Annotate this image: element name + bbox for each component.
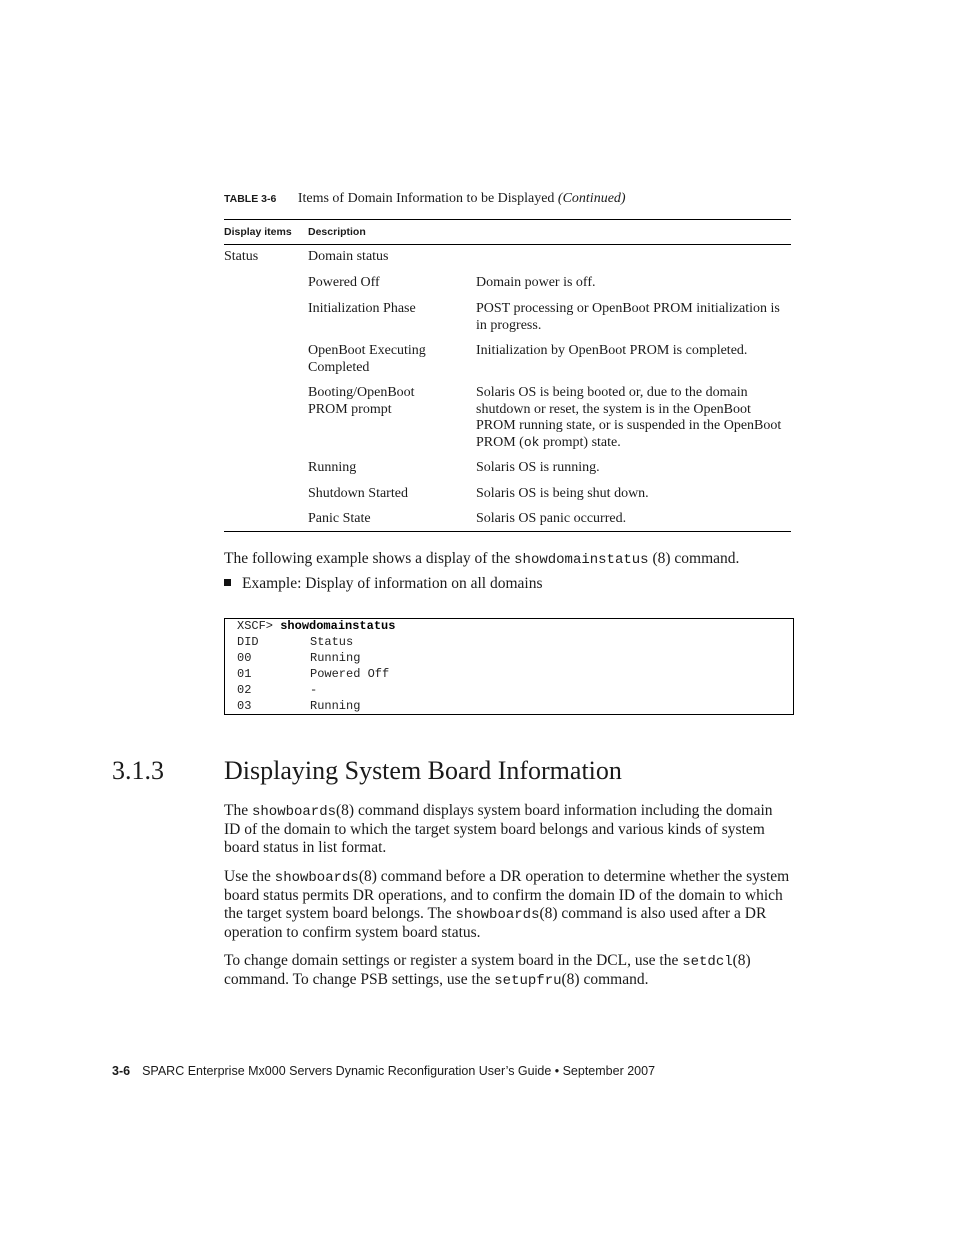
inline-code: showboards	[455, 907, 540, 923]
table-row-desc: POST processing or OpenBoot PROM initialization is in progress.	[476, 301, 780, 333]
inline-code: showdomainstatus	[514, 552, 649, 568]
para-text: (8) command.	[561, 971, 649, 988]
bullet-text: Example: Display of information on all domains	[242, 575, 543, 592]
table-row-desc	[476, 385, 786, 451]
paragraph-2	[224, 868, 792, 942]
table-row-state: Initialization Phase	[308, 301, 416, 316]
para-text: Use the	[224, 868, 275, 885]
paragraph-3	[224, 952, 796, 990]
code-block	[224, 618, 794, 715]
table-row-desc: Solaris OS is being shut down.	[476, 486, 649, 501]
code-col-status: Running	[310, 651, 361, 665]
paragraph-1	[224, 802, 784, 857]
para-text: (8) command. To change PSB settings, use the	[224, 952, 751, 988]
inline-code: setdcl	[682, 954, 733, 970]
table-row-desc: Solaris OS is running.	[476, 460, 600, 475]
page-footer	[112, 1064, 655, 1078]
inline-code: setupfru	[494, 973, 562, 989]
table-row-state: OpenBoot Executing Completed	[308, 343, 426, 375]
code-col-did: DID	[237, 635, 259, 649]
table-row-state: Booting/OpenBoot PROM prompt	[308, 385, 415, 417]
table-row-state: Panic State	[308, 511, 371, 526]
page-number: 3-6	[112, 1064, 131, 1078]
code-line	[237, 667, 390, 681]
section-number: 3.1.3	[112, 756, 164, 785]
desc-text: prompt) state.	[539, 434, 621, 450]
para-text: (8) command is also used after a DR operation to confirm system board status.	[224, 905, 767, 941]
para-text: To change domain settings or register a system board in the DCL, use the	[224, 952, 683, 969]
code-line	[237, 635, 354, 649]
code-col-did: 01	[237, 667, 252, 681]
inline-code: showboards	[251, 804, 336, 820]
bullet-item	[224, 575, 542, 593]
example-intro	[224, 550, 799, 569]
code-line	[237, 683, 318, 697]
code-line	[237, 699, 361, 713]
inline-code: showboards	[274, 870, 359, 886]
table-row-desc: Initialization by OpenBoot PROM is completed.	[476, 343, 748, 358]
table-row-desc: Solaris OS panic occurred.	[476, 511, 627, 526]
table-bottom-rule	[224, 531, 791, 532]
table-row-desc: Domain power is off.	[476, 275, 596, 290]
code-col-did: 00	[237, 651, 252, 665]
table-label: TABLE 3-6	[224, 193, 277, 205]
code-line	[237, 651, 361, 665]
section-title: Displaying System Board Information	[224, 756, 622, 785]
desc-text: Solaris OS is being booted or, due to the domain shutdown or reset, the system is in the OpenBoot PROM running state, or is suspended in the OpenBoot PROM (	[476, 385, 782, 450]
code-command: showdomainstatus	[280, 619, 396, 633]
code-col-status: Running	[310, 699, 361, 713]
code-col-status: Status	[310, 635, 354, 649]
table-caption	[224, 191, 626, 207]
table-top-rule	[224, 219, 791, 220]
code-col-did: 03	[237, 699, 252, 713]
table-continued: (Continued)	[557, 191, 626, 206]
code-prompt: XSCF>	[237, 619, 281, 633]
intro-text: The following example shows a display of the	[224, 550, 515, 567]
footer-text: SPARC Enterprise Mx000 Servers Dynamic Reconfiguration User’s Guide • September 2007	[142, 1064, 656, 1078]
table-row-state: Powered Off	[308, 275, 380, 290]
table-header-display-items: Display items	[224, 226, 292, 238]
table-row-state: Running	[308, 460, 357, 475]
bullet-square-icon	[224, 579, 231, 586]
table-header-rule	[224, 244, 791, 245]
table-title: Items of Domain Information to be Displayed	[297, 191, 555, 206]
table-row-state: Shutdown Started	[308, 486, 408, 501]
para-text: (8) command displays system board information including the domain ID of the domain to which the target system board belongs and various kinds of system board status in list format.	[224, 802, 773, 856]
code-col-status: -	[310, 683, 318, 697]
code-line-command	[237, 619, 395, 633]
para-text: The	[224, 802, 252, 819]
table-cell-status: Status	[224, 249, 259, 264]
code-col-status: Powered Off	[310, 667, 390, 681]
table-cell-domain-status: Domain status	[308, 249, 389, 264]
code-col-did: 02	[237, 683, 252, 697]
para-text: (8) command before a DR operation to determine whether the system board status permits DR operations, and to confirm the domain ID of the domain to which the target system board belongs. The	[224, 868, 790, 922]
inline-code: ok	[523, 434, 540, 450]
table-header-description: Description	[308, 226, 366, 238]
intro-text: (8) command.	[648, 550, 740, 567]
